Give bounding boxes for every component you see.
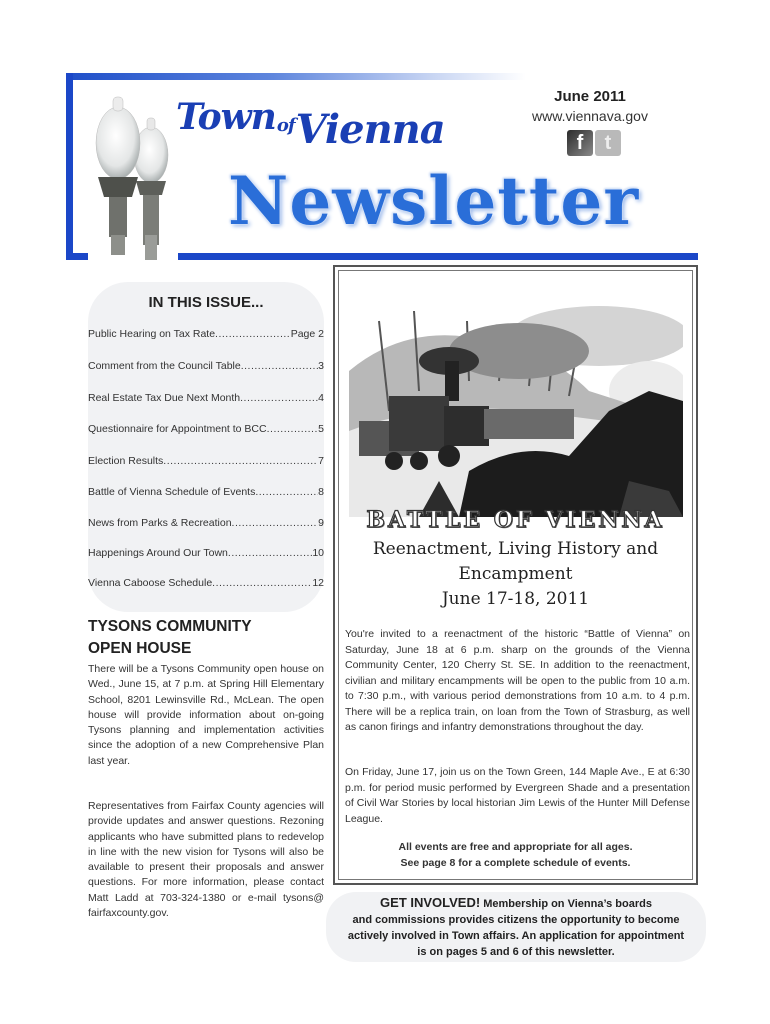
social-links	[567, 130, 621, 156]
toc-item[interactable]: Election Results ..... 7	[88, 455, 324, 467]
street-lamps-illustration	[84, 85, 184, 265]
toc-item[interactable]: Comment from the Council Table ..... 3	[88, 360, 324, 372]
toc-item[interactable]: Public Hearing on Tax Rate ..... Page 2	[88, 328, 324, 340]
masthead-frame-bottom-right	[178, 253, 698, 260]
issue-date: June 2011	[554, 88, 626, 105]
battle-events-note: All events are free and appropriate for all ages. See page 8 for a complete schedule of events.	[398, 841, 633, 869]
toc-title: IN THIS ISSUE...	[148, 294, 264, 311]
logo-town: Town	[176, 96, 276, 138]
website-link[interactable]: www.viennava.gov	[532, 108, 648, 124]
masthead-frame-top	[66, 73, 526, 80]
battle-of-vienna-box	[333, 265, 698, 885]
logo-vienna: Vienna	[295, 106, 445, 153]
battle-paragraph-1: You're invited to a reenactment of the historic “Battle of Vienna” on Saturday, June 18 at 6 p.m. sharp on the grounds of the Vienna Community Center, 120 Cherry St. SE. In addition to the reenactment, civilian and military encampments will be open to the public from 10 a.m. to 7:30 p.m., with various period demonstrations from 10 a.m. to 4 p.m. There will be a replica train, on loan from the Town of Strasburg, as well as canon firings and infantry demonstrations throughout the day.	[345, 628, 690, 733]
toc-item[interactable]: Happenings Around Our Town ..... 10	[88, 547, 324, 559]
tysons-paragraph-1: There will be a Tysons Community open house on Wed., June 15, at 7 p.m. at Spring Hill Elementary School, 8201 Lewinsville Rd., McLean. The open house will provide information about on-going Tysons planning and implementation activities since the adoption of a new Comprehensive Plan last year.	[88, 663, 324, 767]
facebook-icon[interactable]: f	[567, 130, 593, 156]
twitter-icon[interactable]: t	[595, 130, 621, 156]
get-involved-callout: GET INVOLVED! Membership on Vienna’s boards and commissions provides citizens the opportunity to become actively involved in Town affairs. An application for appointment is on pages 5 and 6 of this newsletter.	[326, 892, 706, 962]
tysons-article-title: TYSONS COMMUNITY OPEN HOUSE	[88, 618, 252, 657]
battle-title: BATTLE OF VIENNA	[366, 507, 665, 533]
tysons-paragraph-2: Representatives from Fairfax County agencies will provide updates and answer questions. Rezoning applicants who have submitted plans to redevelop in line with the new vision for Tysons will also be available to present their proposals and answer questions. For more information, please contact Matt Ladd at 703-324-1380 or e-mail tysons@ fairfaxcounty.gov.	[88, 800, 324, 920]
toc-item[interactable]: Battle of Vienna Schedule of Events ..... 8	[88, 486, 324, 498]
battle-subtitle: Reenactment, Living History and Encampment June 17-18, 2011	[372, 539, 659, 609]
toc-item[interactable]: Real Estate Tax Due Next Month ..... 4	[88, 392, 324, 404]
logo-of: of	[276, 115, 295, 136]
toc-item[interactable]: Questionnaire for Appointment to BCC ..... 5	[88, 423, 324, 435]
masthead-frame-left	[66, 73, 73, 260]
toc-item[interactable]: News from Parks & Recreation ..... 9	[88, 517, 324, 529]
battle-paragraph-2: On Friday, June 17, join us on the Town Green, 144 Maple Ave., E at 6:30 p.m. for period music performed by Evergreen Shade and a presentation of Civil War Stories by local historian Jim Lewis of the Hunter Mill Defense League.	[345, 766, 690, 825]
battle-engraving-image	[349, 281, 683, 517]
newsletter-title: Newsletter	[228, 162, 640, 240]
toc-item[interactable]: Vienna Caboose Schedule ..... 12	[88, 577, 324, 589]
town-of-vienna-logo	[176, 92, 445, 153]
get-involved-headline: GET INVOLVED!	[380, 895, 481, 910]
